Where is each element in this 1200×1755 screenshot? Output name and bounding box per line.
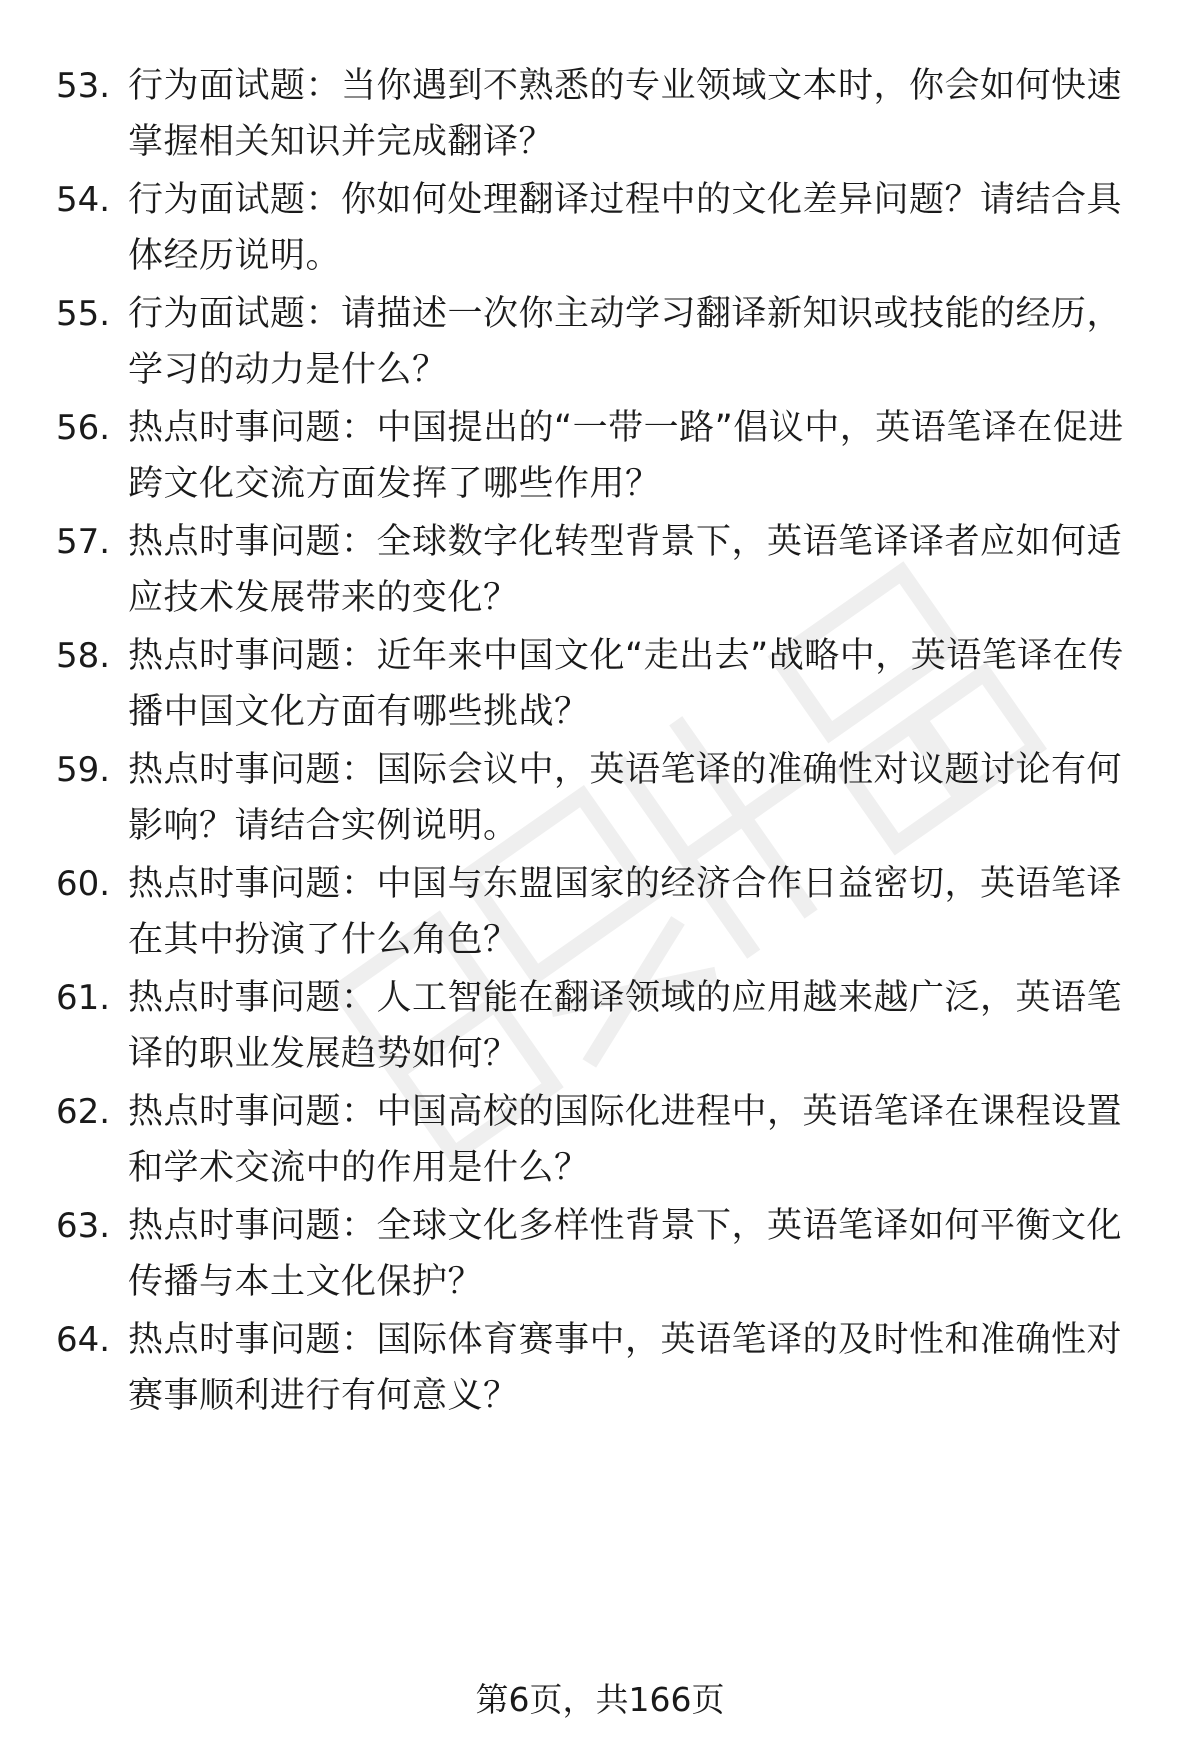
question-item bbox=[0, 856, 1200, 966]
question-item bbox=[0, 1084, 1200, 1194]
question-number: 60. bbox=[56, 864, 111, 904]
question-item bbox=[0, 628, 1200, 738]
question-item bbox=[0, 970, 1200, 1080]
question-text: 热点时事问题：全球文化多样性背景下，英语笔译如何平衡文化传播与本土文化保护？ bbox=[128, 1206, 1123, 1302]
question-text: 行为面试题：你如何处理翻译过程中的文化差异问题？请结合具体经历说明。 bbox=[128, 180, 1123, 276]
question-item bbox=[0, 400, 1200, 510]
question-text: 热点时事问题：人工智能在翻译领域的应用越来越广泛，英语笔译的职业发展趋势如何？ bbox=[128, 978, 1123, 1074]
question-number: 63. bbox=[56, 1206, 111, 1246]
page-footer bbox=[0, 1678, 1200, 1722]
question-text: 热点时事问题：国际体育赛事中，英语笔译的及时性和准确性对赛事顺利进行有何意义？ bbox=[128, 1320, 1123, 1416]
question-item bbox=[0, 1312, 1200, 1422]
question-text: 行为面试题：请描述一次你主动学习翻译新知识或技能的经历，学习的动力是什么？ bbox=[128, 294, 1123, 390]
question-number: 61. bbox=[56, 978, 111, 1018]
question-item bbox=[0, 1198, 1200, 1308]
question-item bbox=[0, 58, 1200, 168]
question-number: 53. bbox=[56, 66, 111, 106]
question-number: 58. bbox=[56, 636, 111, 676]
question-item bbox=[0, 514, 1200, 624]
question-text: 热点时事问题：近年来中国文化“走出去”战略中，英语笔译在传播中国文化方面有哪些挑战？ bbox=[128, 636, 1124, 732]
question-item bbox=[0, 286, 1200, 396]
question-item bbox=[0, 172, 1200, 282]
question-number: 62. bbox=[56, 1092, 111, 1132]
question-text: 热点时事问题：中国与东盟国家的经济合作日益密切，英语笔译在其中扮演了什么角色？ bbox=[128, 864, 1123, 960]
question-item bbox=[0, 742, 1200, 852]
question-number: 57. bbox=[56, 522, 111, 562]
question-text: 热点时事问题：全球数字化转型背景下，英语笔译译者应如何适应技术发展带来的变化？ bbox=[128, 522, 1123, 618]
question-number: 55. bbox=[56, 294, 111, 334]
question-number: 64. bbox=[56, 1320, 111, 1360]
question-number: 56. bbox=[56, 408, 111, 448]
question-number: 59. bbox=[56, 750, 111, 790]
question-text: 热点时事问题：中国提出的“一带一路”倡议中，英语笔译在促进跨文化交流方面发挥了哪些作用？ bbox=[128, 408, 1124, 504]
question-number: 54. bbox=[56, 180, 111, 220]
page-number: 第6页，共166页 bbox=[475, 1680, 725, 1719]
question-text: 行为面试题：当你遇到不熟悉的专业领域文本时，你会如何快速掌握相关知识并完成翻译？ bbox=[128, 66, 1123, 162]
question-text: 热点时事问题：国际会议中，英语笔译的准确性对议题讨论有何影响？请结合实例说明。 bbox=[128, 750, 1123, 846]
question-text: 热点时事问题：中国高校的国际化进程中，英语笔译在课程设置和学术交流中的作用是什么？ bbox=[128, 1092, 1123, 1188]
